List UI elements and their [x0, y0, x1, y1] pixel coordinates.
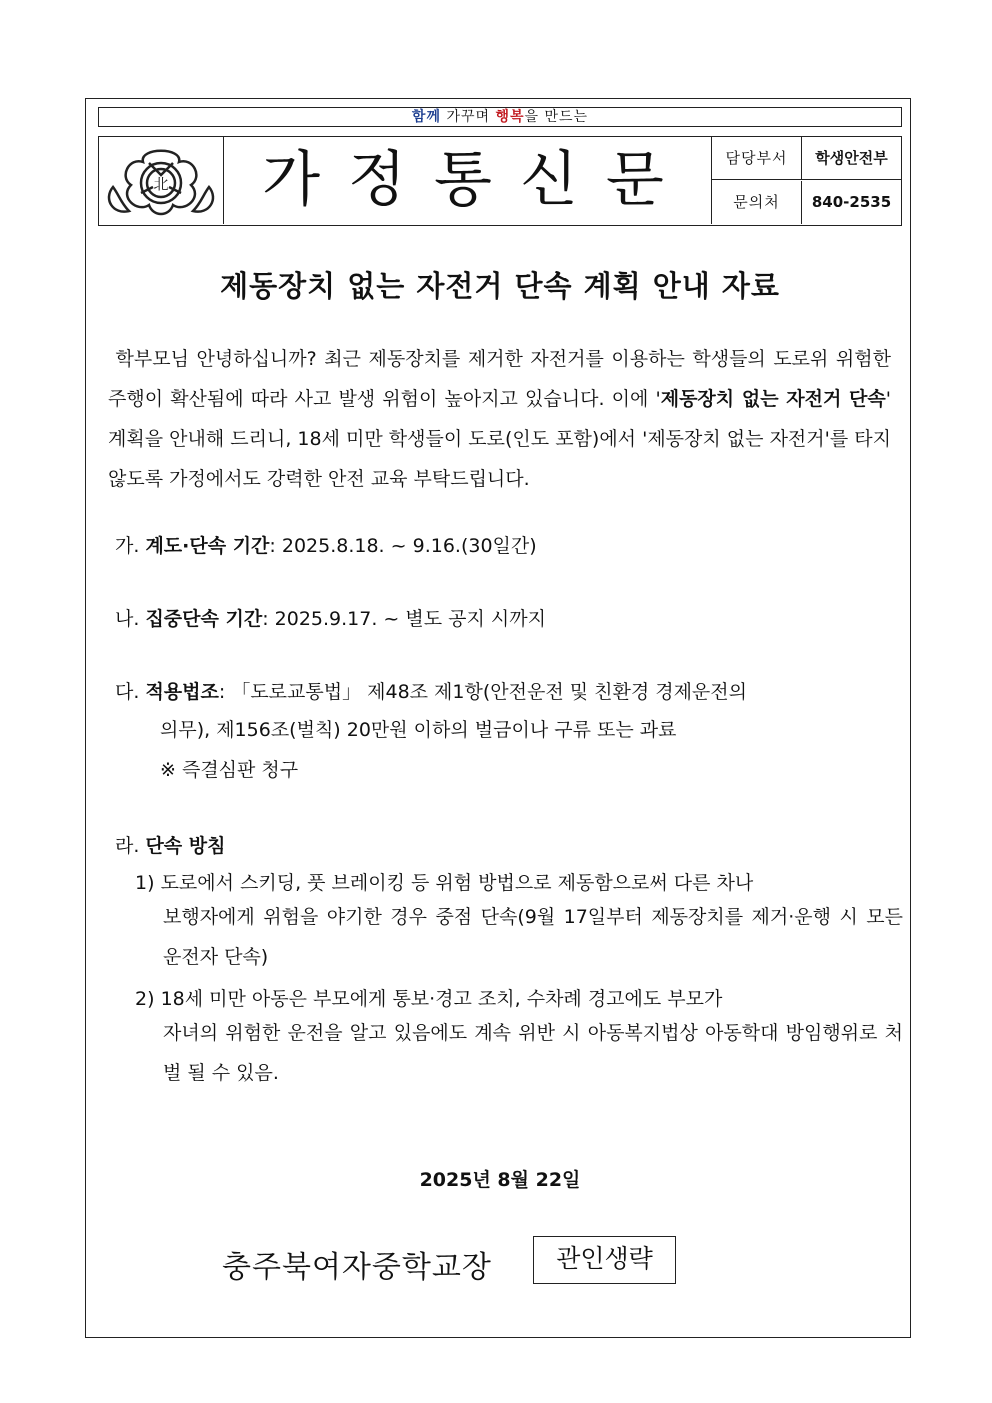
slogan-bar [98, 107, 902, 127]
signer: 충주북여자중학교장 [222, 1250, 492, 1285]
contact-value: 840-2535 [811, 193, 892, 211]
document-title: 제동장치 없는 자전거 단속 계획 안내 자료 [220, 269, 780, 303]
item-label: 집중단속 기간 [145, 608, 263, 630]
slogan-word: 함께 [411, 109, 441, 125]
school-emblem-icon [99, 137, 224, 224]
item-ga [115, 531, 537, 558]
item-value: : 「도로교통법」 제48조 제1항(안전운전 및 친환경 경제운전의 [218, 681, 747, 703]
item-da [115, 677, 747, 704]
dept-value: 학생안전부 [802, 137, 901, 180]
item-marker: 나. [115, 608, 140, 630]
policy-2-first [135, 984, 722, 1011]
policy-1-first [135, 868, 753, 895]
slogan-word: 가꾸며 [446, 109, 491, 125]
item-label: 계도·단속 기간 [145, 535, 270, 557]
slogan-word: 을 만드는 [524, 109, 589, 125]
policy-number: 1) [135, 872, 155, 894]
item-na [115, 604, 546, 631]
intro-text: 학부모님 안녕하십니까? 최근 제동장치를 제거한 자전거를 이용하는 학생들의 도로위 위험한 주행이 확산됨에 따라 사고 발생 위험이 높아지고 있습니다. 이에 ' [108, 348, 891, 410]
intro-paragraph [108, 339, 891, 499]
emblem-text: 北 [153, 175, 169, 193]
slogan-word: 행복 [495, 109, 525, 125]
policy-number: 2) [135, 988, 155, 1010]
dept-label: 담당부서 [712, 137, 802, 180]
page-title: 가정통신문 [262, 145, 692, 215]
contact-label: 문의처 [712, 181, 802, 224]
policy-text: 도로에서 스키딩, 풋 브레이킹 등 위험 방법으로 제동함으로써 다른 차나 [160, 872, 754, 894]
item-marker: 가. [115, 535, 140, 557]
item-marker: 다. [115, 681, 140, 703]
item-label: 적용법조 [145, 681, 219, 703]
policy-text: 18세 미만 아동은 부모에게 통보·경고 조치, 수차례 경고에도 부모가 [160, 988, 723, 1010]
item-label: 단속 방침 [145, 835, 226, 857]
item-ra [115, 831, 225, 858]
item-marker: 라. [115, 835, 140, 857]
item-value: : 2025.8.18. ~ 9.16.(30일간) [269, 535, 537, 557]
issue-date: 2025년 8월 22일 [419, 1169, 581, 1191]
policy-2-rest: 자녀의 위험한 운전을 알고 있음에도 계속 위반 시 아동복지법상 아동학대 방임행위로 처벌 될 수 있음. [163, 1022, 903, 1084]
intro-bold: 제동장치 없는 자전거 단속 [660, 388, 886, 410]
letterhead [98, 136, 902, 226]
seal-box: 관인생략 [533, 1236, 676, 1284]
contact-table [711, 137, 901, 224]
intro-text: ' 계획을 안내해 드리니, 18세 미만 학생들이 도로(인도 포함)에서 '제동장치 없는 자전거'를 타지 않도록 가정에서도 강력한 안전 교육 부탁드립니다. [108, 388, 891, 490]
item-da-line2: 의무), 제156조(벌칙) 20만원 이하의 벌금이나 구류 또는 과료 [160, 719, 677, 741]
item-da-note: ※ 즉결심판 청구 [160, 759, 299, 781]
policy-1-rest: 보행자에게 위험을 야기한 경우 중점 단속(9월 17일부터 제동장치를 제거·운행 시 모든 운전자 단속) [163, 906, 903, 968]
item-value: : 2025.9.17. ~ 별도 공지 시까지 [262, 608, 546, 630]
